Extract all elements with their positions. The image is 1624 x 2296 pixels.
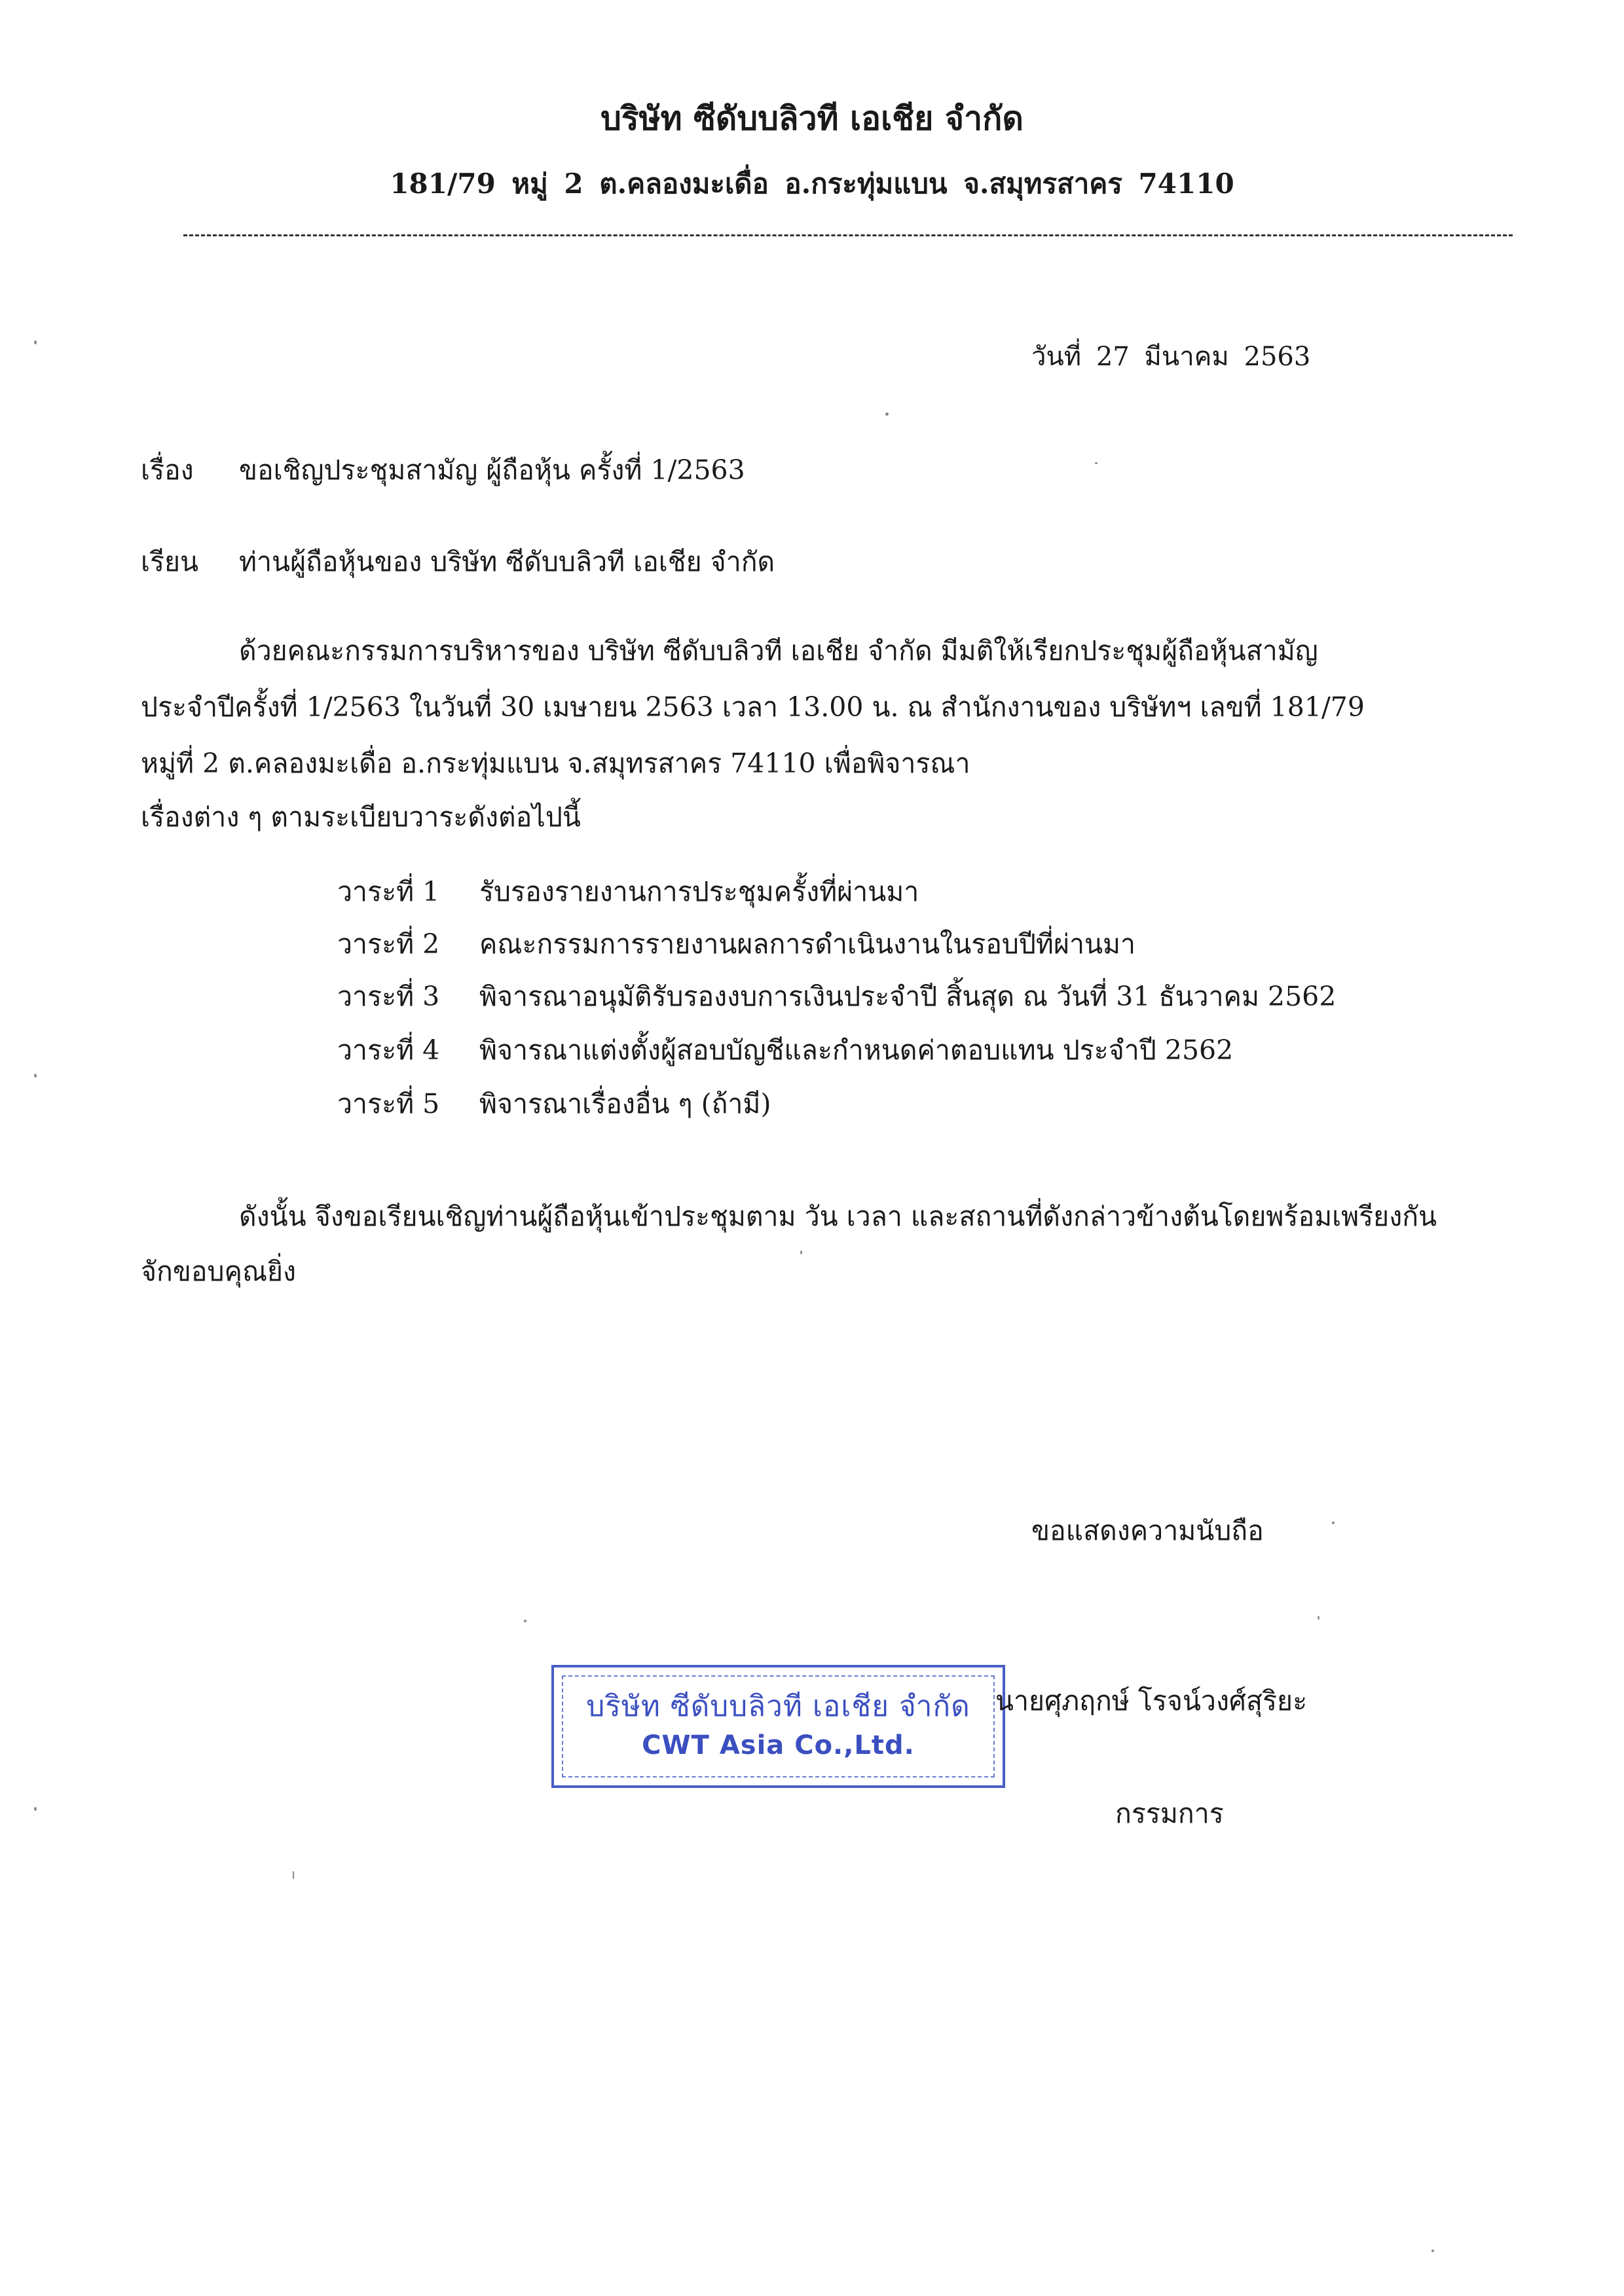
- agenda-text: รับรองรายงานการประชุมครั้งที่ผ่านมา: [479, 876, 919, 907]
- agenda-text: คณะกรรมการรายงานผลการดำเนินงานในรอบปีที่ผ่านมา: [479, 928, 1136, 960]
- agenda-number: วาระที่ 5: [337, 1088, 440, 1120]
- subject-value: ขอเชิญประชุมสามัญ ผู้ถือหุ้น ครั้งที่ 1/2563: [239, 454, 745, 486]
- scan-speck: [34, 340, 37, 344]
- scan-speck: [885, 412, 889, 416]
- recipient-value: ท่านผู้ถือหุ้นของ บริษัท ซีดับบลิวที เอเชีย จำกัด: [239, 546, 775, 577]
- recipient-label: เรียน: [141, 546, 199, 577]
- scan-speck: [1318, 1616, 1320, 1620]
- subject-label: เรื่อง: [141, 454, 194, 486]
- agenda-number: วาระที่ 4: [337, 1034, 440, 1066]
- body-line-3: หมู่ที่ 2 ต.คลองมะเดื่อ อ.กระทุ่มแบน จ.สมุทรสาคร 74110 เพื่อพิจารณา: [141, 748, 970, 779]
- header-divider: [183, 234, 1513, 236]
- scan-speck: [1332, 1522, 1335, 1524]
- company-stamp: [551, 1665, 1005, 1788]
- company-address: 181/79 หมู่ 2 ต.คลองมะเดื่อ อ.กระทุ่มแบน จ.สมุทรสาคร 74110: [390, 168, 1234, 200]
- signer-name: นายศุภฤกษ์ โรจน์วงศ์สุริยะ: [995, 1685, 1308, 1717]
- agenda-text: พิจารณาแต่งตั้งผู้สอบบัญชีและกำหนดค่าตอบแทน ประจำปี 2562: [479, 1034, 1234, 1066]
- agenda-number: วาระที่ 2: [337, 928, 440, 960]
- scan-speck: [293, 1871, 294, 1879]
- scan-speck: [1095, 462, 1098, 464]
- agenda-text: พิจารณาเรื่องอื่น ๆ (ถ้ามี): [479, 1088, 771, 1120]
- body-line-4: เรื่องต่าง ๆ ตามระเบียบวาระดังต่อไปนี้: [141, 801, 581, 833]
- letter-date: วันที่ 27 มีนาคม 2563: [1031, 342, 1311, 372]
- stamp-english-text: CWT Asia Co.,Ltd.: [642, 1730, 915, 1760]
- agenda-number: วาระที่ 3: [337, 981, 440, 1012]
- scan-speck: [800, 1250, 802, 1254]
- body-line-1: ด้วยคณะกรรมการบริหารของ บริษัท ซีดับบลิวที เอเชีย จำกัด มีมติให้เรียกประชุมผู้ถือหุ้นสามัญ: [239, 635, 1318, 666]
- agenda-number: วาระที่ 1: [337, 876, 440, 907]
- stamp-thai-text: บริษัท ซีดับบลิวที เอเชีย จำกัด: [586, 1690, 970, 1723]
- conclusion-line-1: ดังนั้น จึงขอเรียนเชิญท่านผู้ถือหุ้นเข้าประชุมตาม วัน เวลา และสถานที่ดังกล่าวข้างต้นโดยพร้อมเพรียงกัน: [239, 1201, 1437, 1232]
- scan-speck: [524, 1620, 526, 1622]
- scan-speck: [1431, 2250, 1434, 2252]
- signer-title: กรรมการ: [1115, 1798, 1224, 1829]
- closing-phrase: ขอแสดงความนับถือ: [1031, 1515, 1264, 1546]
- scan-speck: [34, 1074, 37, 1078]
- company-name: บริษัท ซีดับบลิวที เอเชีย จำกัด: [600, 99, 1024, 137]
- body-line-2: ประจำปีครั้งที่ 1/2563 ในวันที่ 30 เมษายน 2563 เวลา 13.00 น. ณ สำนักงานของ บริษัทฯ เลขที่ 181/79: [141, 691, 1365, 723]
- conclusion-line-2: จักขอบคุณยิ่ง: [141, 1256, 297, 1287]
- agenda-text: พิจารณาอนุมัติรับรองงบการเงินประจำปี สิ้นสุด ณ วันที่ 31 ธันวาคม 2562: [479, 981, 1337, 1012]
- scan-speck: [34, 1807, 37, 1811]
